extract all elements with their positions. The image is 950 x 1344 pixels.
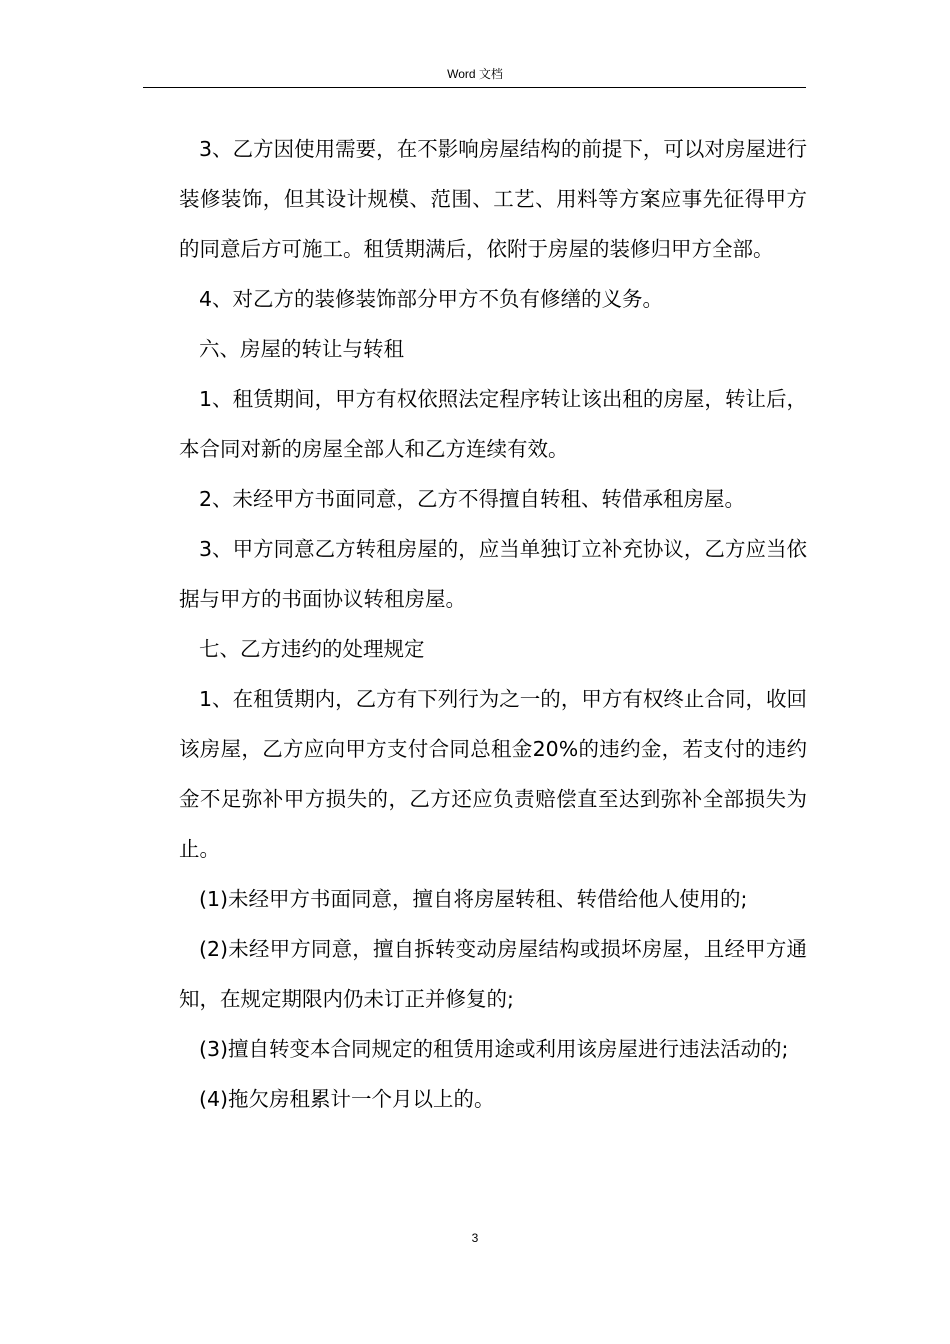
paragraph: 3、甲方同意乙方转租房屋的，应当单独订立补充协议，乙方应当依据与甲方的书面协议转租房屋。 (179, 537, 807, 611)
paragraph: 1、租赁期间，甲方有权依照法定程序转让该出租的房屋，转让后，本合同对新的房屋全部人和乙方连续有效。 (179, 387, 807, 461)
list-item: (2)未经甲方同意，擅自拆转变动房屋结构或损坏房屋，且经甲方通知，在规定期限内仍未订正并修复的; (179, 937, 807, 1011)
list-item: (1)未经甲方书面同意，擅自将房屋转租、转借给他人使用的; (199, 887, 748, 911)
list-item: (4)拖欠房租累计一个月以上的。 (199, 1087, 495, 1111)
page-header: Word 文档 (447, 67, 503, 81)
section-heading: 七、乙方违约的处理规定 (199, 637, 425, 661)
paragraph: 2、未经甲方书面同意，乙方不得擅自转租、转借承租房屋。 (199, 487, 746, 511)
list-item: (3)擅自转变本合同规定的租赁用途或利用该房屋进行违法活动的; (199, 1037, 789, 1061)
page-number: 3 (471, 1231, 479, 1245)
document-body (179, 124, 807, 1124)
section-heading: 六、房屋的转让与转租 (199, 337, 404, 361)
header-divider (143, 87, 806, 88)
paragraph: 3、乙方因使用需要，在不影响房屋结构的前提下，可以对房屋进行装修装饰，但其设计规模、范围、工艺、用料等方案应事先征得甲方的同意后方可施工。租赁期满后，依附于房屋的装修归甲方全部。 (179, 137, 807, 261)
paragraph: 4、对乙方的装修装饰部分甲方不负有修缮的义务。 (199, 287, 664, 311)
paragraph: 1、在租赁期内，乙方有下列行为之一的，甲方有权终止合同，收回该房屋，乙方应向甲方支付合同总租金20%的违约金，若支付的违约金不足弥补甲方损失的，乙方还应负责赔偿直至达到弥补全部损失为止。 (179, 687, 807, 861)
